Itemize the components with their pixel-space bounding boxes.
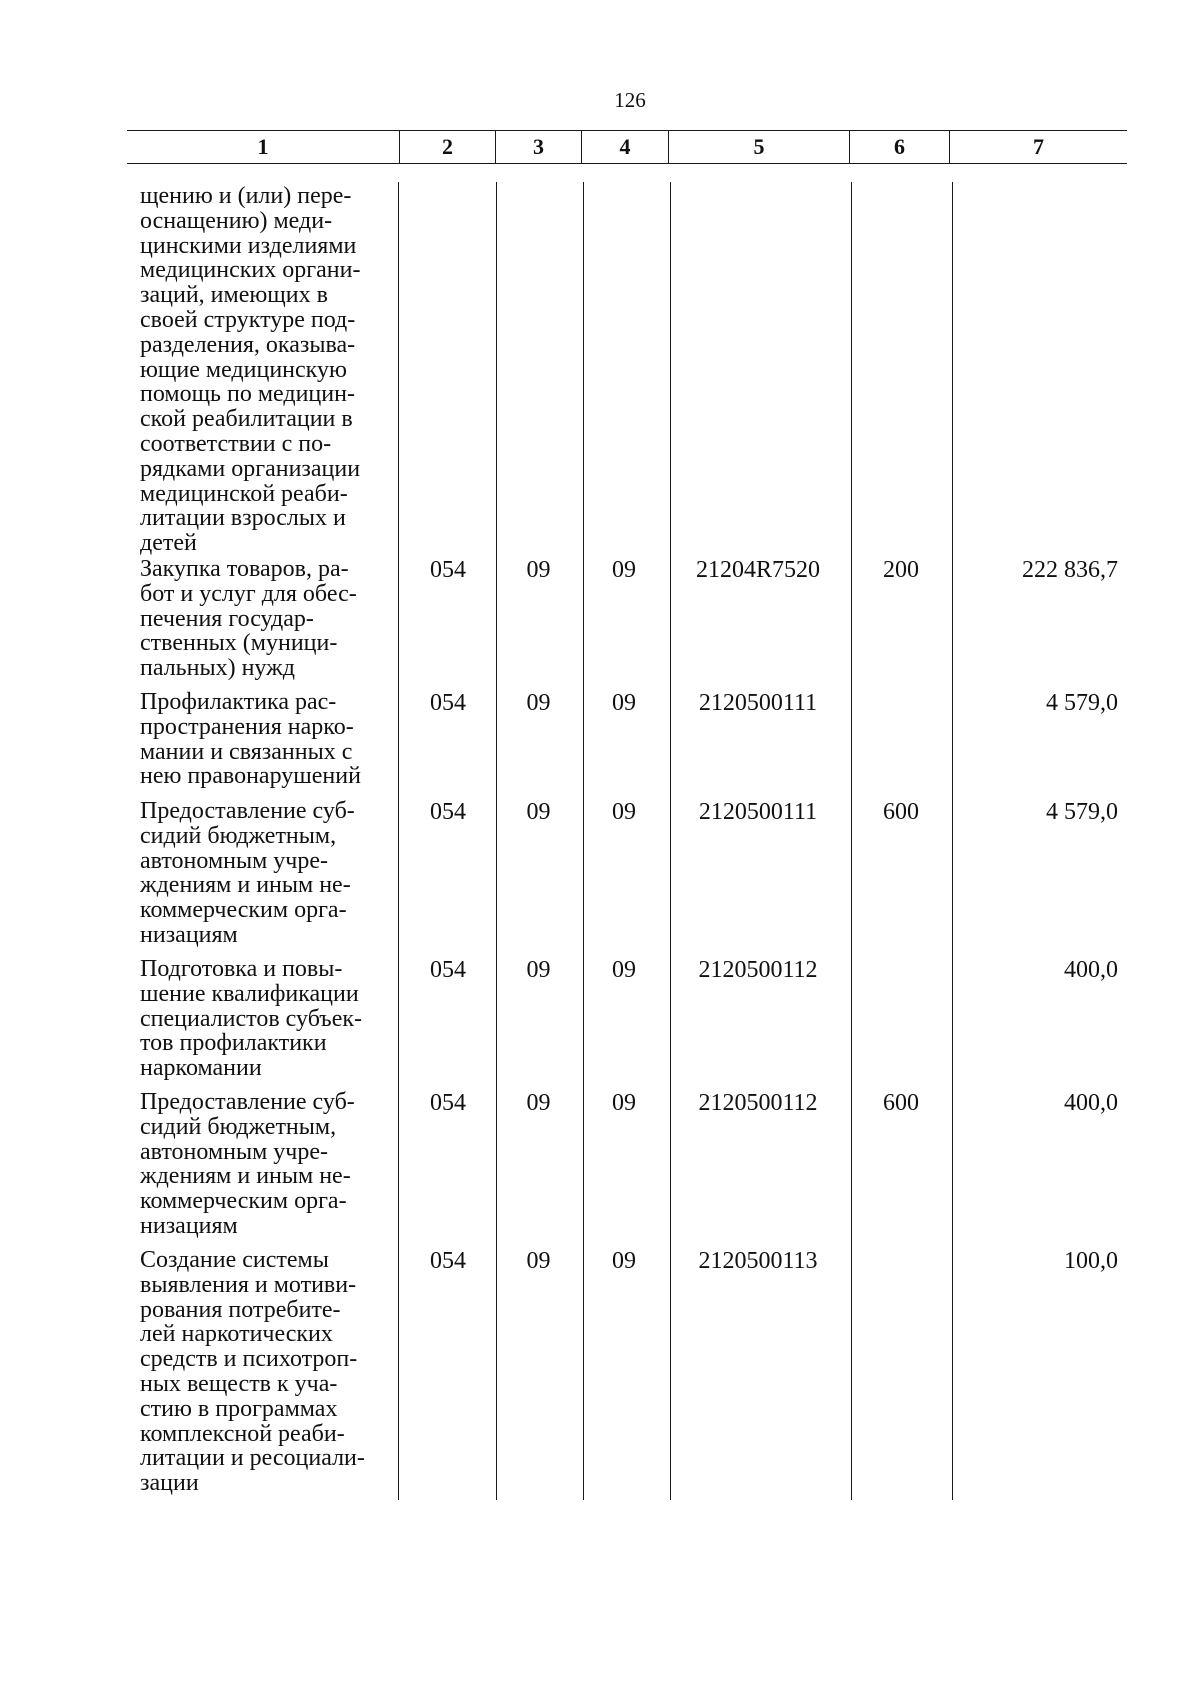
column-header-6: 6 — [849, 131, 949, 163]
code-column-4: 09 — [612, 1090, 636, 1116]
row-description: Предоставление суб- сидий бюджетным, автономным учре- ждениям и иным не- коммерческим орга- низациям — [140, 798, 355, 948]
amount-column-7: 222 836,7 — [1022, 557, 1118, 583]
code-column-2: 054 — [430, 799, 466, 825]
page-number: 126 — [614, 88, 646, 112]
code-column-2: 054 — [430, 957, 466, 983]
amount-column-7: 400,0 — [1064, 1090, 1118, 1116]
row-description: Предоставление суб- сидий бюджетным, автономным учре- ждениям и иным не- коммерческим орга- низациям — [140, 1089, 355, 1239]
column-divider — [398, 182, 399, 1500]
code-column-3: 09 — [526, 957, 551, 983]
code-column-3: 09 — [526, 1090, 551, 1116]
code-column-5: 21204R7520 — [695, 557, 820, 583]
code-column-2: 054 — [430, 1248, 466, 1274]
code-column-6: 600 — [883, 1090, 919, 1116]
code-column-4: 09 — [612, 1248, 636, 1274]
code-column-4: 09 — [612, 557, 636, 583]
row-description: Создание системы выявления и мотиви- рования потребите- лей наркотических средств и психотроп- ных веществ к уча- стию в программах комплексной реаби- литации и ресоциали- зации — [140, 1247, 365, 1497]
code-column-3: 09 — [526, 690, 551, 716]
code-column-3: 09 — [526, 799, 551, 825]
column-header-3: 3 — [495, 131, 581, 163]
code-column-4: 09 — [612, 799, 636, 825]
column-header-4: 4 — [581, 131, 668, 163]
code-column-2: 054 — [430, 690, 466, 716]
code-column-6: 600 — [883, 799, 919, 825]
row-description: щению и (или) пере- оснащению) меди- цинскими изделиями медицинских органи- заций, имеющих в своей структуре под- разделения, оказыва- ющие медицинскую помощь по медицин- ской реабилитации в соответствии с по- рядками организации медицинской реаби- литации взрослых и детей — [140, 183, 361, 557]
amount-column-7: 4 579,0 — [1046, 799, 1118, 825]
code-column-5: 2120500111 — [698, 799, 818, 825]
column-divider — [851, 182, 852, 1500]
column-header-1: 1 — [257, 134, 269, 159]
code-column-2: 054 — [430, 1090, 466, 1116]
column-divider — [952, 182, 953, 1500]
amount-column-7: 4 579,0 — [1046, 690, 1118, 716]
code-column-4: 09 — [612, 957, 636, 983]
table-header — [127, 130, 1127, 164]
code-column-2: 054 — [430, 557, 466, 583]
code-column-5: 2120500112 — [698, 1090, 818, 1116]
code-column-4: 09 — [612, 690, 636, 716]
amount-column-7: 100,0 — [1064, 1248, 1118, 1274]
column-header-7: 7 — [949, 131, 1127, 163]
column-divider — [670, 182, 671, 1500]
column-header-5: 5 — [668, 131, 849, 163]
row-description: Закупка товаров, ра- бот и услуг для обес- печения государ- ственных (муници- пальных) нужд — [140, 556, 357, 682]
code-column-5: 2120500113 — [698, 1248, 818, 1274]
code-column-3: 09 — [526, 1248, 551, 1274]
row-description: Подготовка и повы- шение квалификации специалистов субъек- тов профилактики наркомании — [140, 956, 363, 1082]
code-column-3: 09 — [526, 557, 551, 583]
code-column-5: 2120500111 — [698, 690, 818, 716]
amount-column-7: 400,0 — [1064, 957, 1118, 983]
row-description: Профилактика рас- пространения нарко- мании и связанных с нею правонарушений — [140, 689, 361, 790]
column-divider — [583, 182, 584, 1500]
column-header-2: 2 — [399, 131, 495, 163]
code-column-5: 2120500112 — [698, 957, 818, 983]
column-divider — [496, 182, 497, 1500]
code-column-6: 200 — [883, 557, 919, 583]
